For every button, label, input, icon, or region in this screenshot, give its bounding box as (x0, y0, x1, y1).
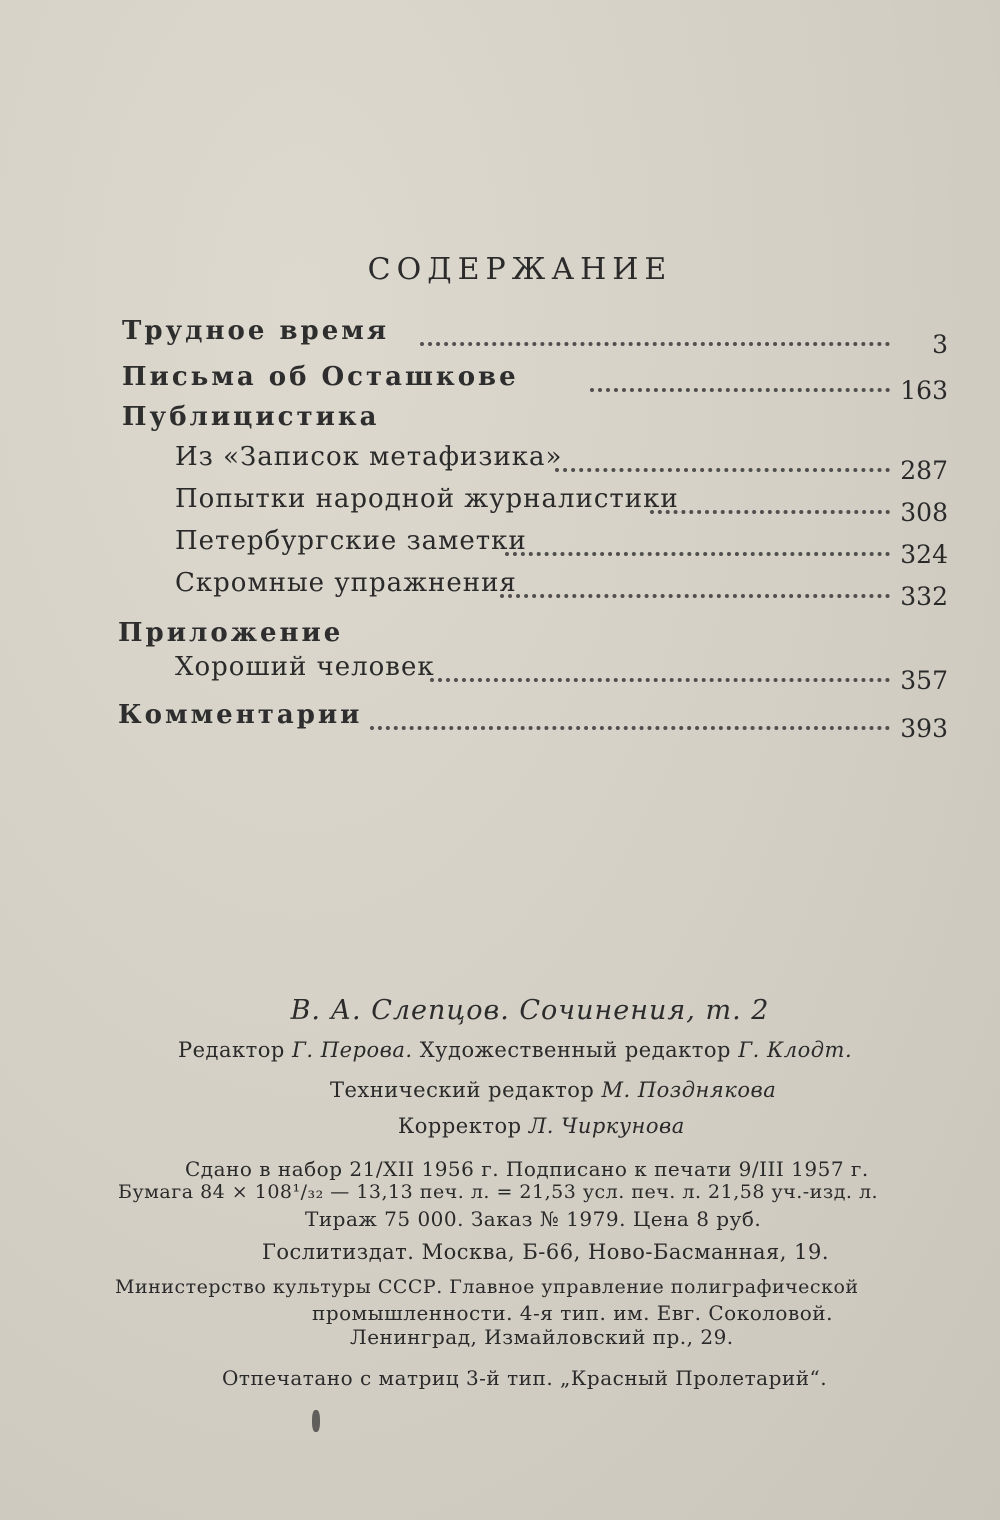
book-author-title: В. А. Слепцов. Сочинения, т. 2 (290, 995, 770, 1026)
editors-line (178, 1038, 852, 1062)
print-run-line: Тираж 75 000. Заказ № 1979. Цена 8 руб. (305, 1207, 762, 1231)
toc-entry-page: 324 (900, 540, 948, 569)
toc-entry (0, 484, 1000, 527)
toc-entry-label: Хороший человек (175, 652, 435, 682)
toc-entry-label: Попытки народной журналистики (175, 484, 679, 514)
toc-entry-label: Петербургские заметки (175, 526, 527, 556)
toc-entry-label: Письма об Осташкове (122, 362, 519, 392)
toc-entry-page: 332 (900, 582, 948, 611)
toc-entry-label: Трудное время (122, 316, 390, 346)
toc-entry (0, 568, 1000, 611)
toc-entry (0, 526, 1000, 569)
toc-entry-label: Скромные упражнения (175, 568, 517, 598)
tech-editor-label: Технический редактор (330, 1078, 595, 1102)
leader-dots (650, 490, 890, 514)
toc-section-heading: Приложение (118, 618, 344, 648)
toc-entry-label: Комментарии (118, 700, 363, 730)
toc-entry (0, 442, 1000, 485)
ministry-line: Министерство культуры СССР. Главное управление полиграфической (115, 1276, 859, 1298)
corrector-line (398, 1114, 685, 1138)
tech-editor-line (330, 1078, 776, 1102)
ministry-line: промышленности. 4-я тип. им. Евг. Соколовой. (312, 1301, 833, 1325)
toc-entry (0, 362, 1000, 405)
leader-dots (420, 322, 890, 346)
toc-entry (0, 316, 1000, 359)
art-editor-label: Художественный редактор (419, 1038, 732, 1062)
toc-entry-label: Из «Записок метафизика» (175, 442, 563, 472)
ministry-line: Ленинград, Измайловский пр., 29. (350, 1325, 734, 1349)
toc-entry-page: 163 (900, 376, 948, 405)
print-date-line: Сдано в набор 21/XII 1956 г. Подписано к печати 9/III 1957 г. (185, 1157, 869, 1181)
leader-dots (505, 532, 890, 556)
toc-section-heading: Публицистика (122, 402, 380, 432)
editor-label: Редактор (178, 1038, 285, 1062)
art-editor-name: Г. Клодт. (738, 1038, 853, 1062)
leader-dots (500, 574, 890, 598)
ink-smudge (312, 1410, 320, 1432)
toc-entry-page: 393 (900, 714, 948, 743)
toc-entry-page: 287 (900, 456, 948, 485)
toc-entry-page: 357 (900, 666, 948, 695)
toc-entry (0, 700, 1000, 743)
leader-dots (370, 706, 890, 730)
corrector-label: Корректор (398, 1114, 522, 1138)
paper-format-line: Бумага 84 × 108¹/₃₂ — 13,13 печ. л. = 21,53 усл. печ. л. 21,58 уч.-изд. л. (118, 1181, 879, 1203)
leader-dots (590, 368, 890, 392)
matrix-line: Отпечатано с матриц 3-й тип. „Красный Пролетарий“. (222, 1366, 828, 1390)
editor-name: Г. Перова. (292, 1038, 413, 1062)
leader-dots (555, 448, 890, 472)
publisher-line: Гослитиздат. Москва, Б-66, Ново-Басманная, 19. (262, 1240, 830, 1264)
toc-entry (0, 652, 1000, 695)
toc-title: СОДЕРЖАНИЕ (367, 252, 673, 287)
toc-entry-page: 3 (932, 330, 948, 359)
corrector-name: Л. Чиркунова (528, 1114, 685, 1138)
tech-editor-name: М. Позднякова (601, 1078, 777, 1102)
leader-dots (430, 658, 890, 682)
toc-entry-page: 308 (900, 498, 948, 527)
